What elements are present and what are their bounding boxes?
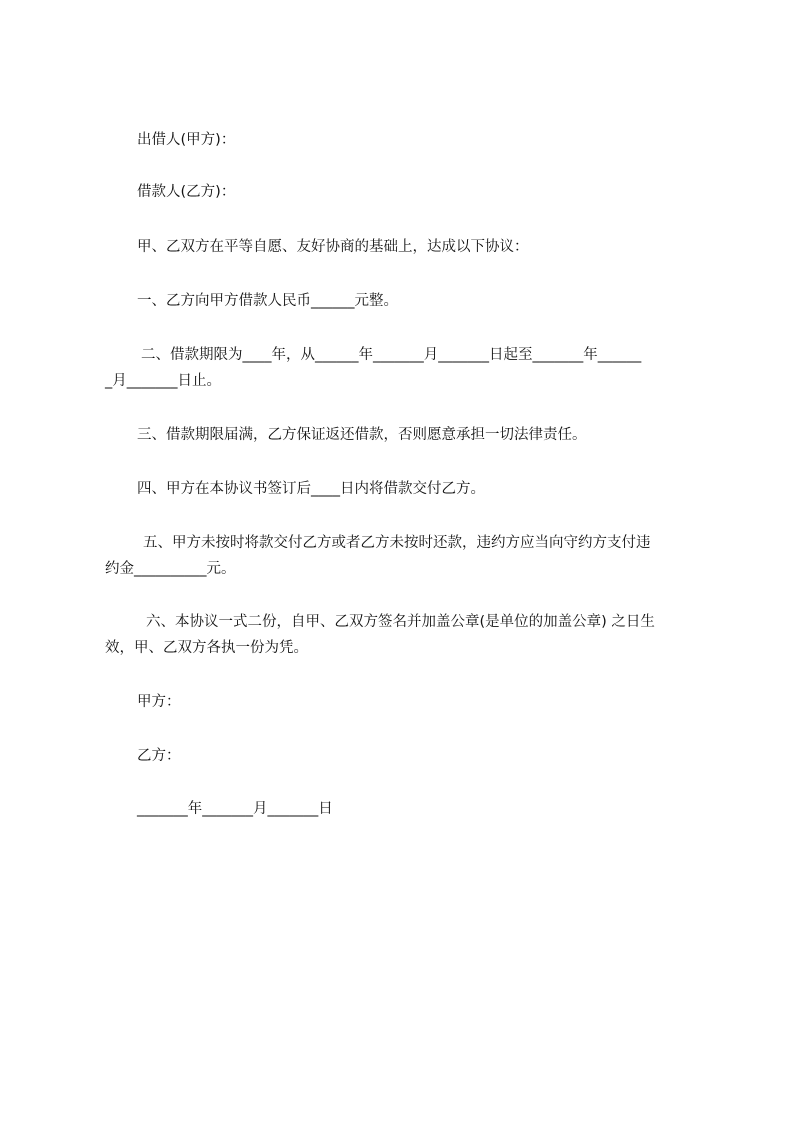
signing-date: _______年_______月_______日 <box>137 801 333 817</box>
clause-4: 四、甲方在本协议书签订后____日内将借款交付乙方。 <box>137 481 485 497</box>
borrower-line: 借款人(乙方)： <box>137 184 236 200</box>
clause-5-line-1: 五、甲方未按时将款交付乙方或者乙方未按时还款，违约方应当向守约方支付违 <box>143 535 651 551</box>
party-a-signature: 甲方： <box>137 694 181 710</box>
clause-5-line-2: 约金__________元。 <box>105 561 236 577</box>
intro-paragraph: 甲、乙双方在平等自愿、友好协商的基础上，达成以下协议： <box>137 239 529 255</box>
clause-2-line-2: _月_______日止。 <box>105 373 221 389</box>
party-b-signature: 乙方： <box>137 748 181 764</box>
clause-3: 三、借款期限届满，乙方保证返还借款，否则愿意承担一切法律责任。 <box>137 427 587 443</box>
clause-6-line-1: 六、本协议一式二份，自甲、乙双方签名并加盖公章(是单位的加盖公章) 之日生 <box>146 614 655 630</box>
clause-2-line-1: 二、借款期限为____年，从______年_______月_______日起至_______年______ <box>141 347 642 363</box>
clause-6-line-2: 效，甲、乙双方各执一份为凭。 <box>105 640 308 656</box>
lender-line: 出借人(甲方)： <box>137 132 236 148</box>
clause-1: 一、乙方向甲方借款人民币______元整。 <box>137 293 398 309</box>
